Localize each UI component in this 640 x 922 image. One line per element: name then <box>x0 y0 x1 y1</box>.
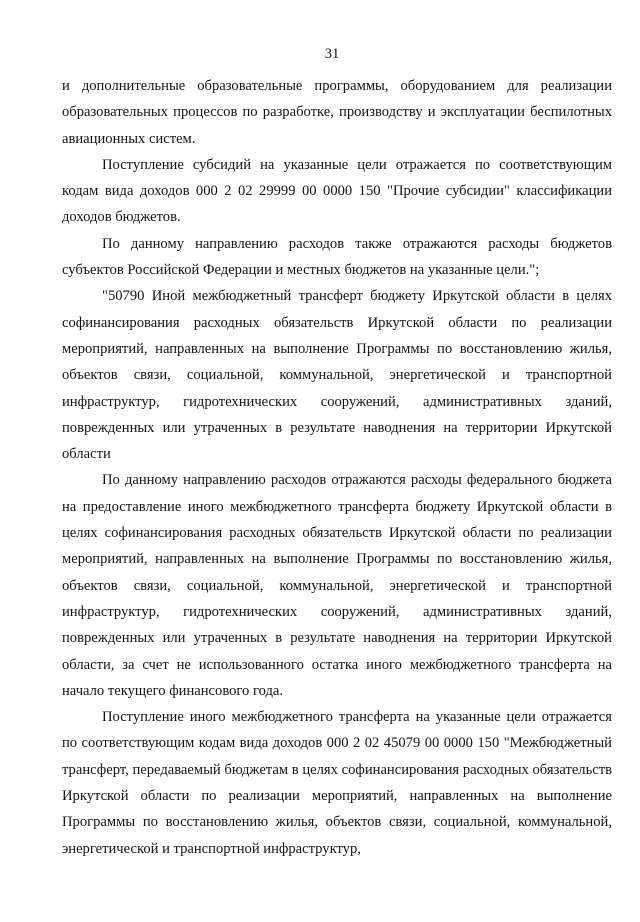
paragraph-federal-expenses: По данному направлению расходов отражаются расходы федерального бюджета на предоставление иного межбюджетного трансферта бюджету Иркутской области в целях софинансирования расходных обязательств Иркутской области по реализации мероприятий, направленных на выполнение Программы по восстановлению жилья, объектов связи, социальной, коммунальной, энергетической и транспортной инфраструктур, гидротехнических сооружений, административных зданий, поврежденных или утраченных в результате наводнения на территории Иркутской области, за счет не использованного остатка иного межбюджетного трансферта на начало текущего финансового года. <box>62 472 612 699</box>
page-number: 31 <box>324 46 340 62</box>
paragraph-subsidy-receipt: Поступление субсидий на указанные цели отражается по соответствующим кодам вида доходов 000 2 02 29999 00 0000 150 "Прочие субсидии" классификации доходов бюджетов. <box>62 156 612 226</box>
paragraph-transfer-receipt: Поступление иного межбюджетного трансферта на указанные цели отражается по соответствующим кодам вида доходов 000 2 02 45079 00 0000 150 "Межбюджетный трансферт, передаваемый бюджетам в целях софинансирования расходных обязательств Иркутской области по реализации мероприятий, направленных на выполнение Программы по восстановлению жилья, объектов связи, социальной, коммунальной, энергетической и транспортной инфраструктур, <box>62 709 612 857</box>
paragraph-regional-budgets: По данному направлению расходов также отражаются расходы бюджетов субъектов Российской Федерации и местных бюджетов на указанные цели."; <box>62 235 612 279</box>
paragraph-continuation: и дополнительные образовательные программы, оборудованием для реализации образовательных процессов по разработке, производству и эксплуатации беспилотных авиационных систем. <box>62 78 612 147</box>
paragraph-code-50790: "50790 Иной межбюджетный трансферт бюджету Иркутской области в целях софинансирования расходных обязательств Иркутской области по реализации мероприятий, направленных на выполнение Программы по восстановлению жилья, объектов связи, социальной, коммунальной, энергетической и транспортной инфраструктур, гидротехнических сооружений, административных зданий, поврежденных или утраченных в результате наводнения на территории Иркутской области <box>62 288 612 463</box>
